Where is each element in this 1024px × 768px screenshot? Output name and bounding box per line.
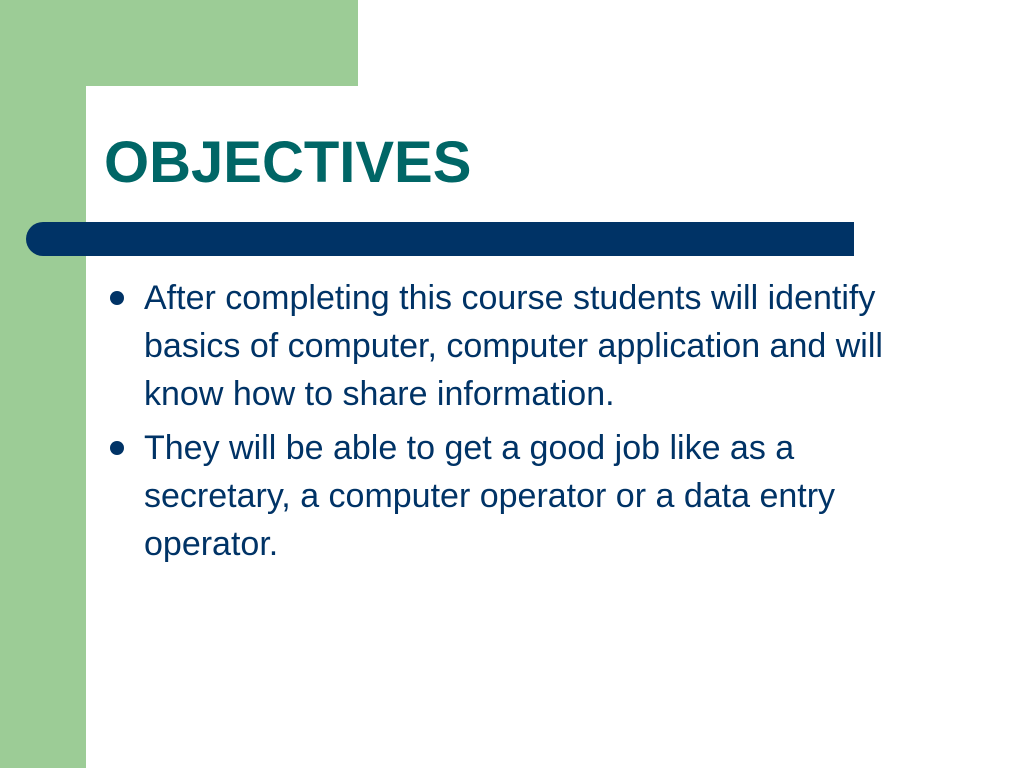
bullet-dot-icon: [110, 291, 124, 305]
title-underline-bar: [26, 222, 854, 256]
decorative-green-column: [0, 0, 86, 768]
bullet-list: [104, 274, 904, 574]
decorative-green-block: [0, 0, 358, 86]
bullet-text: They will be able to get a good job like as a secretary, a computer operator or a data entry operator.: [144, 429, 836, 563]
bullet-item: [104, 424, 904, 568]
bullet-item: [104, 274, 904, 418]
slide-title: OBJECTIVES: [104, 130, 472, 195]
bullet-text: After completing this course students will identify basics of computer, computer application and will know how to share information.: [144, 279, 883, 413]
bullet-dot-icon: [110, 441, 124, 455]
